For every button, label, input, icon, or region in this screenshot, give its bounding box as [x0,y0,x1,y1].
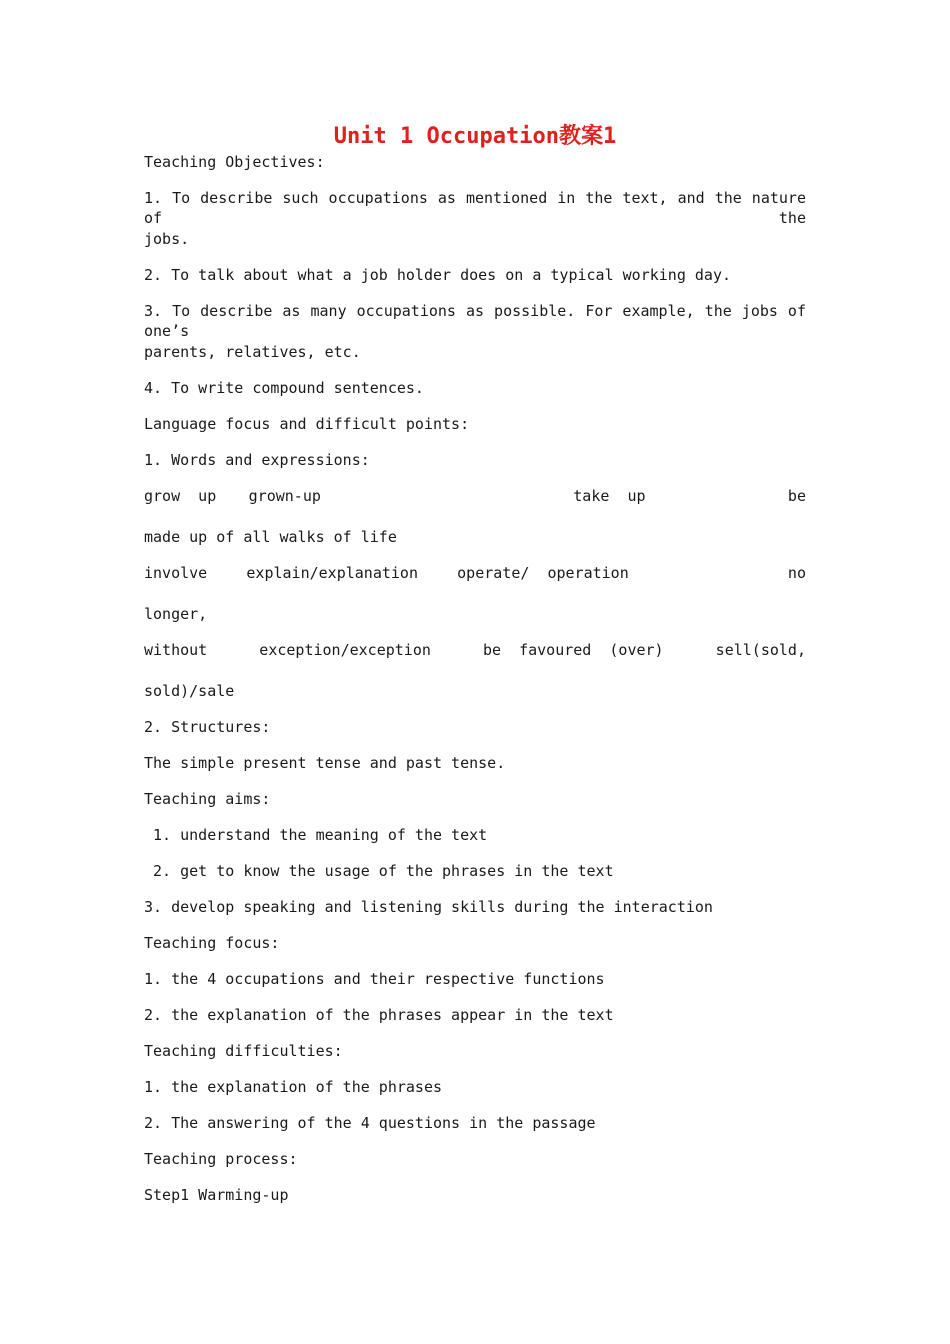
vocab-row-2-cont: longer, [144,605,208,623]
vocab-item: exception/exception [259,641,431,659]
objective-3-line1: 3. To describe as many occupations as possible. For example, the jobs of one’s [144,302,806,340]
vocab-row-2 [144,563,806,583]
vocab-item: no [787,564,806,582]
process-step-1: Step1 Warming-up [144,1186,289,1204]
objective-4: 4. To write compound sentences. [144,379,424,397]
vocab-item: grown-up [248,487,321,505]
words-heading: 1. Words and expressions: [144,451,370,469]
vocab-item: operate/ operation [457,564,629,582]
vocab-item: sell(sold, [715,641,806,659]
objective-1-line1: 1. To describe such occupations as mentioned in the text, and the nature of the [144,189,806,227]
focus-heading: Teaching focus: [144,934,280,952]
vocab-item: explain/explanation [246,564,418,582]
structures-text: The simple present tense and past tense. [144,754,506,772]
objective-2: 2. To talk about what a job holder does on a typical working day. [144,266,731,284]
difficulty-2: 2. The answering of the 4 questions in the passage [144,1114,596,1132]
vocab-item: involve [144,564,208,582]
structures-heading: 2. Structures: [144,718,271,736]
vocab-row-3 [144,640,806,660]
aims-heading: Teaching aims: [144,790,271,808]
vocab-row-1 [144,486,806,506]
aim-3: 3. develop speaking and listening skills during the interaction [144,898,713,916]
process-heading: Teaching process: [144,1150,298,1168]
objective-3-line2: parents, relatives, etc. [144,343,361,361]
focus-1: 1. the 4 occupations and their respective functions [144,970,605,988]
objectives-heading: Teaching Objectives: [144,153,325,171]
language-focus-heading: Language focus and difficult points: [144,415,470,433]
vocab-row-3-cont: sold)/sale [144,682,235,700]
focus-2: 2. the explanation of the phrases appear in the text [144,1006,614,1024]
document-title: Unit 1 Occupation教案1 [333,124,617,149]
vocab-row-1-cont: made up of all walks of life [144,528,397,546]
difficulties-heading: Teaching difficulties: [144,1042,343,1060]
objective-1-line2: jobs. [144,230,190,248]
vocab-item: be favoured (over) [482,641,664,659]
difficulty-1: 1. the explanation of the phrases [144,1078,443,1096]
vocab-item: grow up [144,487,217,505]
vocab-item: be [787,487,806,505]
aim-1: 1. understand the meaning of the text [144,826,488,844]
vocab-item: without [144,641,208,659]
aim-2: 2. get to know the usage of the phrases in the text [144,862,614,880]
vocab-item: take up [573,487,646,505]
